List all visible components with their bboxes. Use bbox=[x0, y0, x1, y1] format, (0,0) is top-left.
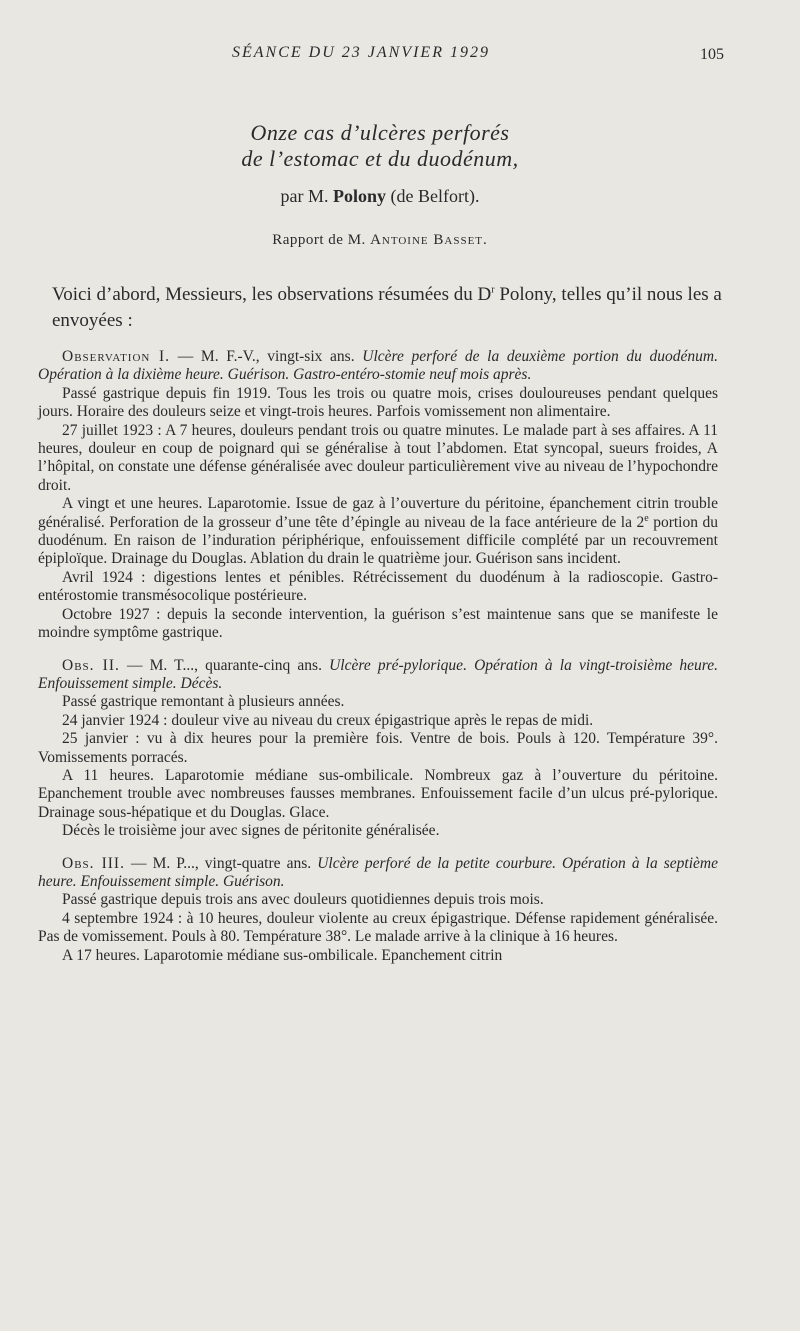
observation-1 bbox=[38, 348, 718, 643]
article-title-line1: Onze cas d’ulcères perforés bbox=[250, 120, 510, 145]
obs2-paragraph-2: 24 janvier 1924 : douleur vive au niveau du creux épigastrique après le repas de midi. bbox=[62, 711, 594, 729]
observation-2 bbox=[38, 657, 718, 841]
byline-suffix: (de Belfort). bbox=[390, 186, 480, 206]
obs1-label: Observation I. bbox=[62, 348, 171, 365]
obs3-lead: — M. P..., vingt-quatre ans. bbox=[124, 854, 318, 872]
obs2-summary: Ulcère pré-pylorique. Opération à la vingt-troisième heure. Enfouissement simple. Décès. bbox=[38, 656, 718, 692]
intro-text-after: Polony, telles qu’il nous les a envoyées : bbox=[52, 284, 722, 331]
obs3-paragraph-2: 4 septembre 1924 : à 10 heures, douleur violente au creux épigastrique. Défense rapidement généralisée. Pas de vomissement. Pouls à 80. Température 38°. Le malade arrive à la clinique à 16 heures. bbox=[38, 909, 718, 946]
page-header bbox=[0, 44, 800, 68]
obs2-paragraph-5: Décès le troisième jour avec signes de péritonite généralisée. bbox=[62, 822, 440, 840]
intro-text-before: Voici d’abord, Messieurs, les observations résumées du D bbox=[52, 284, 492, 305]
page-number: 105 bbox=[700, 46, 724, 63]
obs1-paragraph-3 bbox=[38, 495, 718, 569]
obs1-p3-sup: e bbox=[644, 512, 649, 524]
obs2-label: Obs. II. bbox=[62, 656, 120, 674]
obs2-heading bbox=[38, 657, 718, 694]
obs1-paragraph-1: Passé gastrique depuis fin 1919. Tous les trois ou quatre mois, crises douloureuses pendant quelques jours. Horaire des douleurs seize et vingt-trois heures. Parfois vomissement non alimentaire. bbox=[38, 384, 718, 421]
obs1-p3-after: portion du duodénum. En raison de l’induration périphérique, enfouissement difficile complété par un recouvrement épiploïque. Drainage du Douglas. Ablation du drain le quatrième jour. Guérison sans incident. bbox=[38, 513, 718, 568]
report-line bbox=[0, 232, 760, 249]
observation-3 bbox=[38, 855, 718, 965]
obs2-paragraph-3: 25 janvier : vu à dix heures pour la première fois. Ventre de bois. Pouls à 120. Température 39°. Vomissements porracés. bbox=[38, 730, 718, 766]
intro-paragraph bbox=[52, 282, 728, 334]
obs1-summary: Ulcère perforé de la deuxième portion du duodénum. Opération à la dixième heure. Guérison. Gastro-entéro-stomie neuf mois après. bbox=[38, 348, 718, 384]
obs3-label: Obs. III. bbox=[62, 854, 125, 872]
byline-author: Polony bbox=[333, 186, 387, 206]
body-text bbox=[38, 348, 718, 965]
obs1-lead: — M. F.-V., vingt-six ans. bbox=[170, 348, 363, 365]
report-prefix: Rapport de M. bbox=[272, 232, 366, 248]
obs2-lead: — M. T..., quarante-cinq ans. bbox=[119, 656, 330, 674]
article-title-line2: de l’estomac et du duodénum, bbox=[241, 146, 519, 171]
obs2-paragraph-4: A 11 heures. Laparotomie médiane sus-ombilicale. Nombreux gaz à l’ouverture du péritoine. Epanchement trouble avec nombreuses fausses membranes. Enfouissement facile d’un ulcus pré-pylorique. Drainage sous-hépatique et du Douglas. Glace. bbox=[38, 766, 718, 821]
obs1-paragraph-5: Octobre 1927 : depuis la seconde intervention, la guérison s’est maintenue sans que se manifeste le moindre symptôme gastrique. bbox=[38, 605, 718, 642]
running-head: SÉANCE DU 23 JANVIER 1929 bbox=[232, 44, 490, 61]
byline bbox=[0, 186, 760, 207]
byline-prefix: par M. bbox=[280, 186, 329, 206]
obs3-heading bbox=[38, 855, 718, 892]
obs3-summary: Ulcère perforé de la petite courbure. Opération à la septième heure. Enfouissement simple. Guérison. bbox=[38, 854, 718, 890]
obs1-paragraph-4: Avril 1924 : digestions lentes et pénibles. Rétrécissement du duodénum à la radioscopie. Gastro-entérostomie transmésocolique postérieure. bbox=[38, 568, 718, 605]
obs1-heading bbox=[38, 348, 718, 385]
intro-sup: r bbox=[491, 284, 495, 296]
report-name: Antoine Basset. bbox=[370, 232, 488, 248]
obs1-paragraph-2: 27 juillet 1923 : A 7 heures, douleurs pendant trois ou quatre minutes. Le malade part à ses affaires. A 11 heures, douleur en coup de poignard qui se généralise à tout l’abdomen. Etat syncopal, sueurs froides, A l’hôpital, on constate une défense généralisée avec douleur particulièrement vive au niveau de l’hypochondre droit. bbox=[38, 421, 718, 494]
obs2-paragraph-1: Passé gastrique remontant à plusieurs années. bbox=[62, 693, 345, 711]
obs3-paragraph-1: Passé gastrique depuis trois ans avec douleurs quotidiennes depuis trois mois. bbox=[62, 891, 544, 909]
obs3-paragraph-3: A 17 heures. Laparotomie médiane sus-ombilicale. Epanchement citrin bbox=[62, 946, 503, 964]
obs1-p3-before: A vingt et une heures. Laparotomie. Issue de gaz à l’ouverture du péritoine, épanchement citrin trouble généralisé. Perforation de la grosseur d’une tête d’épingle au niveau de la face antérieure de la 2 bbox=[38, 495, 718, 531]
